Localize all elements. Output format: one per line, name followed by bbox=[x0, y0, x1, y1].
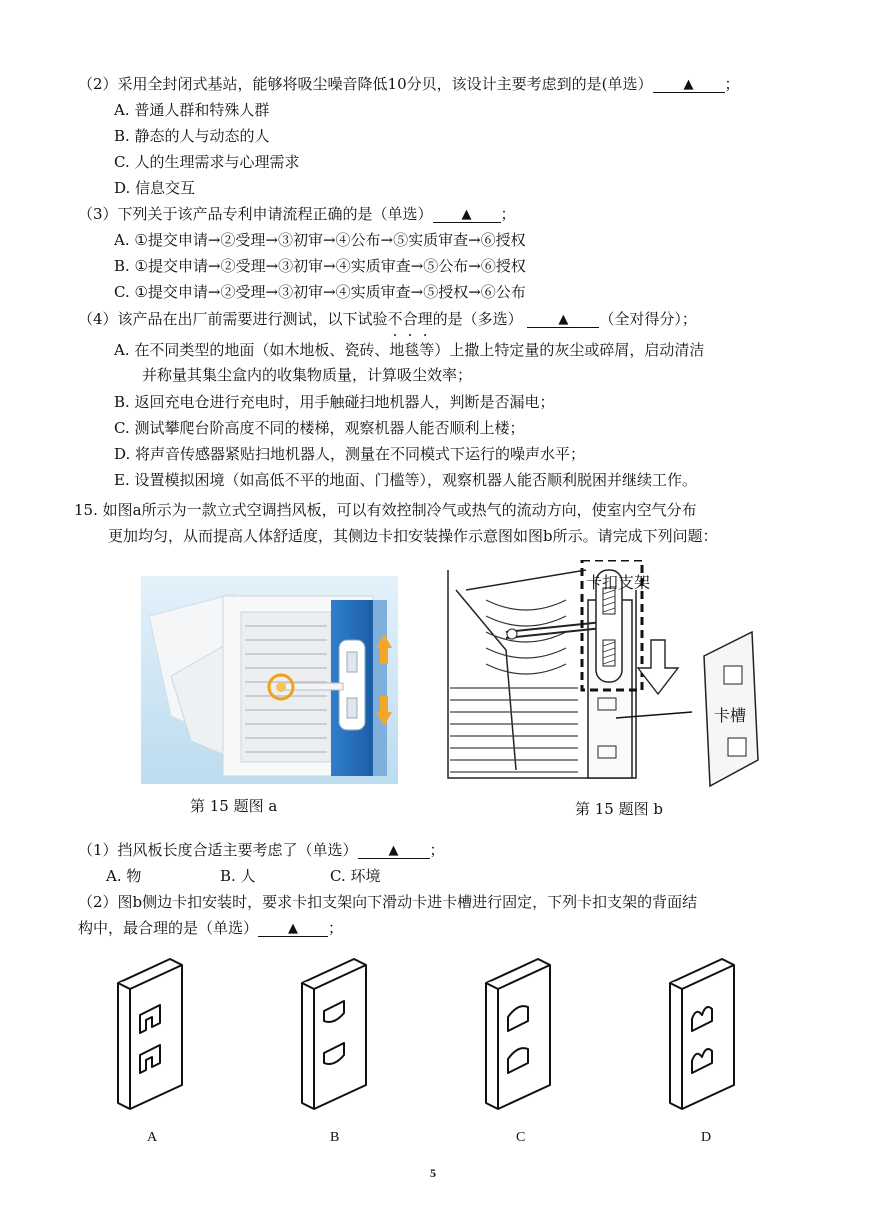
q14-p2-stem: （2）采用全封闭式基站，能够将吸尘噪音降低10分贝，该设计主要考虑到的是(单选） ▲ ； bbox=[78, 75, 740, 93]
q14-p4-option-c: C. 测试攀爬台阶高度不同的楼梯，观察机器人能否顺利上楼； bbox=[114, 419, 525, 437]
choice-d-bracket-drawing[interactable] bbox=[660, 955, 740, 1115]
figure-a-caption: 第 15 题图 a bbox=[190, 797, 278, 815]
q14-p2-option-d: D. 信息交互 bbox=[114, 179, 196, 197]
emphasis-char: 不 bbox=[387, 310, 403, 328]
q15-p2-stem-line2: 构中，最合理的是（单选） ▲ ； bbox=[78, 919, 344, 937]
answer-blank[interactable]: ▲ bbox=[653, 74, 725, 93]
q14-p4-option-e: E. 设置模拟困境（如高低不平的地面、门槛等），观察机器人能否顺利脱困并继续工作。 bbox=[114, 471, 697, 489]
emphasis-char: 理 bbox=[417, 310, 433, 328]
choice-label-c: C bbox=[516, 1130, 526, 1145]
q14-p4-option-a-cont: 并称量其集尘盒内的收集物质量，计算吸尘效率； bbox=[142, 366, 473, 384]
q14-p2-option-b: B. 静态的人与动态的人 bbox=[114, 127, 270, 145]
q15-p1-stem: （1）挡风板长度合适主要考虑了（单选） ▲ ； bbox=[78, 841, 445, 859]
answer-blank[interactable]: ▲ bbox=[527, 309, 599, 328]
q15-p2-stem-line1: （2）图b侧边卡扣安装时，要求卡扣支架向下滑动卡进卡槽进行固定，下列卡扣支架的背面结 bbox=[78, 893, 698, 911]
q15-p1-option-a: A. 物 bbox=[106, 867, 142, 885]
figure-b-caption: 第 15 题图 b bbox=[575, 800, 663, 818]
choice-label-a: A bbox=[147, 1130, 158, 1145]
q15-p1-option-c: C. 环境 bbox=[330, 867, 381, 885]
q14-p4-option-d: D. 将声音传感器紧贴扫地机器人，测量在不同模式下运行的噪声水平； bbox=[114, 445, 586, 463]
choice-label-b: B bbox=[330, 1130, 340, 1145]
q14-p4-option-a: A. 在不同类型的地面（如木地板、瓷砖、地毯等）上撒上特定量的灰尘或碎屑，启动清洁 bbox=[114, 341, 705, 359]
choice-label-d: D bbox=[701, 1130, 712, 1145]
label-clip-bracket: 卡扣支架 bbox=[586, 573, 651, 592]
choice-a-bracket-drawing[interactable] bbox=[108, 955, 188, 1115]
q14-p3-option-a: A. ①提交申请→②受理→③初审→④公布→⑤实质审查→⑥授权 bbox=[114, 231, 526, 249]
emphasis-char: 合 bbox=[402, 310, 418, 328]
q14-p3-option-b: B. ①提交申请→②受理→③初审→④实质审查→⑤公布→⑥授权 bbox=[114, 257, 526, 275]
answer-blank[interactable]: ▲ bbox=[258, 918, 328, 937]
choice-b-bracket-drawing[interactable] bbox=[292, 955, 372, 1115]
q15-intro-line1: 15. 如图a所示为一款立式空调挡风板，可以有效控制冷气或热气的流动方向，使室内空气分布 bbox=[74, 501, 697, 519]
q14-p3-stem: （3）下列关于该产品专利申请流程正确的是（单选） ▲ ； bbox=[78, 205, 516, 223]
choice-c-bracket-drawing[interactable] bbox=[476, 955, 556, 1115]
q14-p2-option-a: A. 普通人群和特殊人群 bbox=[114, 101, 270, 119]
answer-blank[interactable]: ▲ bbox=[433, 204, 501, 223]
label-slot: 卡槽 bbox=[714, 706, 747, 725]
figure-a-air-conditioner-deflector bbox=[141, 576, 398, 784]
q15-p1-option-b: B. 人 bbox=[220, 867, 256, 885]
answer-blank[interactable]: ▲ bbox=[358, 840, 430, 859]
q15-intro-line2: 更加均匀，从而提高人体舒适度，其侧边卡扣安装操作示意图如图b所示。请完成下列问题： bbox=[108, 527, 718, 545]
page-number: 5 bbox=[430, 1166, 436, 1180]
figure-b-clip-installation-diagram bbox=[446, 560, 762, 790]
q14-p2-option-c: C. 人的生理需求与心理需求 bbox=[114, 153, 300, 171]
q14-p4-stem: （4）该产品在出厂前需要进行测试，以下试验不合理的是（多选） ▲ （全对得分）； bbox=[78, 310, 697, 328]
q14-p3-option-c: C. ①提交申请→②受理→③初审→④实质审查→⑤授权→⑥公布 bbox=[114, 283, 526, 301]
q14-p4-option-b: B. 返回充电仓进行充电时，用手触碰扫地机器人，判断是否漏电； bbox=[114, 393, 555, 411]
